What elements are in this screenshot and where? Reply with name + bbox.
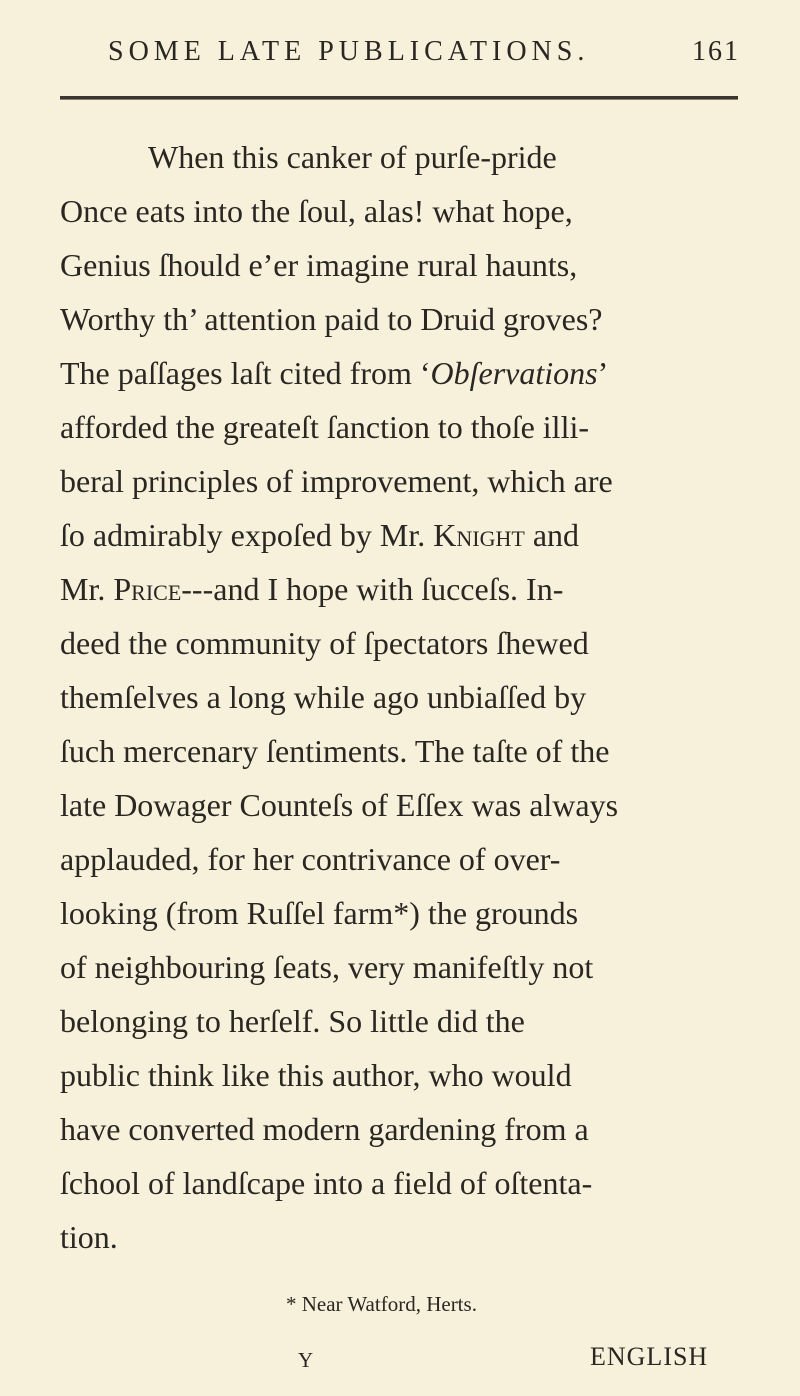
paragraph-line	[60, 346, 750, 400]
paragraph-line: deed the community of ſpectators ſhewed	[60, 625, 589, 661]
footnote: * Near Watford, Herts.	[286, 1292, 477, 1316]
signature-mark: Y	[298, 1348, 314, 1372]
line-text: ſo admirably expoſed by Mr.	[60, 517, 434, 553]
paragraph-line: ſuch mercenary ſentiments. The taſte of the	[60, 733, 610, 769]
header-rule	[60, 96, 738, 99]
paragraph-line: belonging to herſelf. So little did the	[60, 1003, 525, 1039]
paragraph-line: have converted modern gardening from a	[60, 1111, 589, 1147]
paragraph-line: of neighbouring ſeats, very manifeſtly not	[60, 949, 594, 985]
small-caps-name: Price	[113, 571, 182, 607]
line-text: ’	[597, 355, 609, 391]
small-caps-name: Knight	[433, 517, 525, 553]
verse-quotation	[60, 130, 750, 346]
verse-line: When this canker of purſe-pride	[148, 139, 557, 175]
running-head	[108, 36, 740, 76]
paragraph-line: beral principles of improvement, which are	[60, 463, 613, 499]
verse-line: Genius ſhould e’er imagine rural haunts,	[60, 247, 578, 283]
running-title: SOME LATE PUBLICATIONS.	[108, 36, 590, 67]
line-text: The paſſages laſt cited from ‘	[60, 355, 431, 391]
paragraph-line: public think like this author, who would	[60, 1057, 572, 1093]
paragraph-line: afforded the greateſt ſanction to thoſe illi-	[60, 409, 589, 445]
catchword: ENGLISH	[590, 1342, 709, 1371]
paragraph-line: themſelves a long while ago unbiaſſed by	[60, 679, 587, 715]
paragraph-line: applauded, for her contrivance of over-	[60, 841, 561, 877]
paragraph-line	[60, 508, 750, 562]
verse-line: Once eats into the ſoul, alas! what hope,	[60, 193, 573, 229]
italic-title: Obſervations	[430, 355, 598, 391]
paragraph-line: tion.	[60, 1219, 118, 1255]
line-text: and	[524, 517, 580, 553]
paragraph-line: ſchool of landſcape into a field of oſtenta-	[60, 1165, 593, 1201]
paragraph-line: looking (from Ruſſel farm*) the grounds	[60, 895, 579, 931]
verse-line: Worthy th’ attention paid to Druid groves?	[60, 301, 603, 337]
paragraph-line	[60, 562, 750, 616]
page-footer	[0, 1342, 800, 1382]
line-text: Mr.	[60, 571, 114, 607]
paragraph-line: late Dowager Counteſs of Eſſex was always	[60, 787, 619, 823]
page-number: 161	[692, 36, 740, 67]
line-text: ---and I hope with ſucceſs. In-	[181, 571, 564, 607]
body-paragraph	[60, 346, 750, 1264]
